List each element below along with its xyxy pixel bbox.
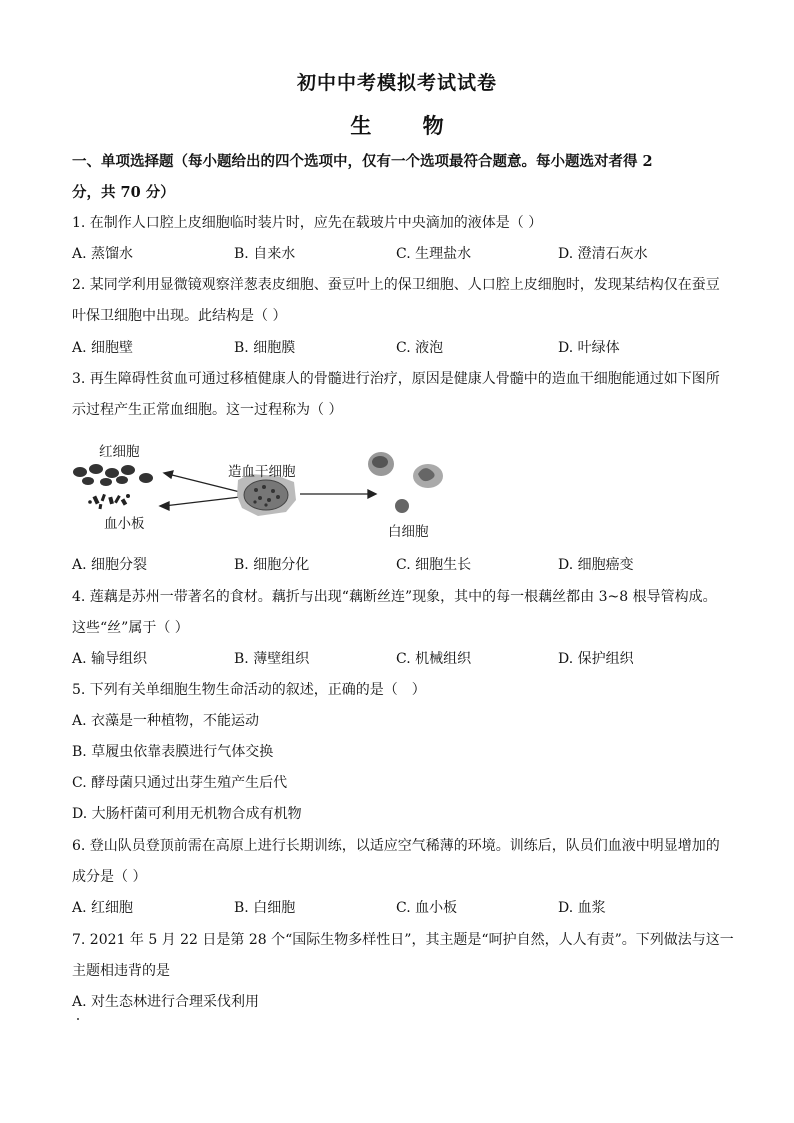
platelets: [88, 494, 130, 509]
question-3-stem-line-1: 3. 再生障碍性贫血可通过移植健康人的骨髓进行治疗，原因是健康人骨髓中的造血干细胞能通过如下图所: [72, 371, 720, 387]
section-heading-line-1: 一、单项选择题（每小题给出的四个选项中，仅有一个选项最符合题意。每小题选对者得 2: [72, 153, 653, 170]
scan-speck: [77, 1018, 79, 1020]
q1-option-a: A. 蒸馏水: [72, 246, 134, 262]
exam-title: 初中中考模拟考试试卷: [296, 72, 497, 94]
q2-option-b: B. 细胞膜: [234, 340, 296, 356]
question-7-stem-line-2: 主题相违背的是: [72, 963, 170, 979]
stem-cell: [237, 474, 296, 516]
question-3-stem-line-2: 示过程产生正常血细胞。这一过程称为（ ）: [72, 402, 343, 418]
question-7-stem-line-1: 7. 2021 年 5 月 22 日是第 28 个“国际生物多样性日”，其主题是“呵护自然，人人有责”。下列做法与这一: [72, 932, 734, 948]
q7-option-a: A. 对生态林进行合理采伐利用: [72, 994, 260, 1010]
subject-heading: 生 物: [350, 113, 466, 138]
platelet-label: 血小板: [104, 516, 145, 532]
q3-option-d: D. 细胞癌变: [558, 557, 634, 573]
q1-option-b: B. 自来水: [234, 246, 296, 262]
question-4-stem-line-1: 4. 莲藕是苏州一带著名的食材。藕折与出现“藕断丝连”现象，其中的每一根藕丝都由 3~8 根导管构成。: [72, 589, 717, 605]
q3-option-b: B. 细胞分化: [234, 557, 310, 573]
q4-option-a: A. 输导组织: [72, 651, 148, 667]
q5-option-d: D. 大肠杆菌可利用无机物合成有机物: [72, 806, 302, 822]
question-5-stem: 5. 下列有关单细胞生物生命活动的叙述，正确的是（ ）: [72, 682, 426, 698]
q2-option-d: D. 叶绿体: [558, 340, 620, 356]
white-blood-cells: [368, 452, 443, 513]
q4-option-c: C. 机械组织: [396, 651, 472, 667]
question-2-stem-line-2: 叶保卫细胞中出现。此结构是（ ）: [72, 308, 287, 324]
q1-option-c: C. 生理盐水: [396, 246, 472, 262]
red-blood-cells: [73, 464, 153, 486]
q3-option-c: C. 细胞生长: [396, 557, 472, 573]
q6-option-a: A. 红细胞: [72, 900, 134, 916]
stem-cell-label: 造血干细胞: [228, 464, 296, 480]
question-6-stem-line-2: 成分是（ ）: [72, 869, 147, 885]
q4-option-d: D. 保护组织: [558, 651, 634, 667]
question-4-stem-line-2: 这些“丝”属于（ ）: [72, 620, 189, 636]
q6-option-c: C. 血小板: [396, 900, 458, 916]
question-2-stem-line-1: 2. 某同学利用显微镜观察洋葱表皮细胞、蚕豆叶上的保卫细胞、人口腔上皮细胞时，发现某结构仅在蚕豆: [72, 277, 720, 293]
blood-cell-differentiation-figure: [72, 440, 492, 545]
q5-option-c: C. 酵母菌只通过出芽生殖产生后代: [72, 775, 288, 791]
question-6-stem-line-1: 6. 登山队员登顶前需在高原上进行长期训练，以适应空气稀薄的环境。训练后，队员们血液中明显增加的: [72, 838, 720, 854]
q5-option-b: B. 草履虫依靠表膜进行气体交换: [72, 744, 274, 760]
q4-option-b: B. 薄壁组织: [234, 651, 310, 667]
question-1-stem: 1. 在制作人口腔上皮细胞临时装片时，应先在载玻片中央滴加的液体是（ ）: [72, 215, 543, 231]
q2-option-a: A. 细胞壁: [72, 340, 134, 356]
section-heading-line-2: 分，共 70 分）: [72, 184, 175, 201]
q2-option-c: C. 液泡: [396, 340, 444, 356]
q6-option-d: D. 血浆: [558, 900, 606, 916]
q3-option-a: A. 细胞分裂: [72, 557, 148, 573]
red-blood-cell-label: 红细胞: [99, 444, 140, 460]
q1-option-d: D. 澄清石灰水: [558, 246, 648, 262]
white-blood-cell-label: 白细胞: [388, 524, 429, 540]
q6-option-b: B. 白细胞: [234, 900, 296, 916]
q5-option-a: A. 衣藻是一种植物，不能运动: [72, 713, 260, 729]
